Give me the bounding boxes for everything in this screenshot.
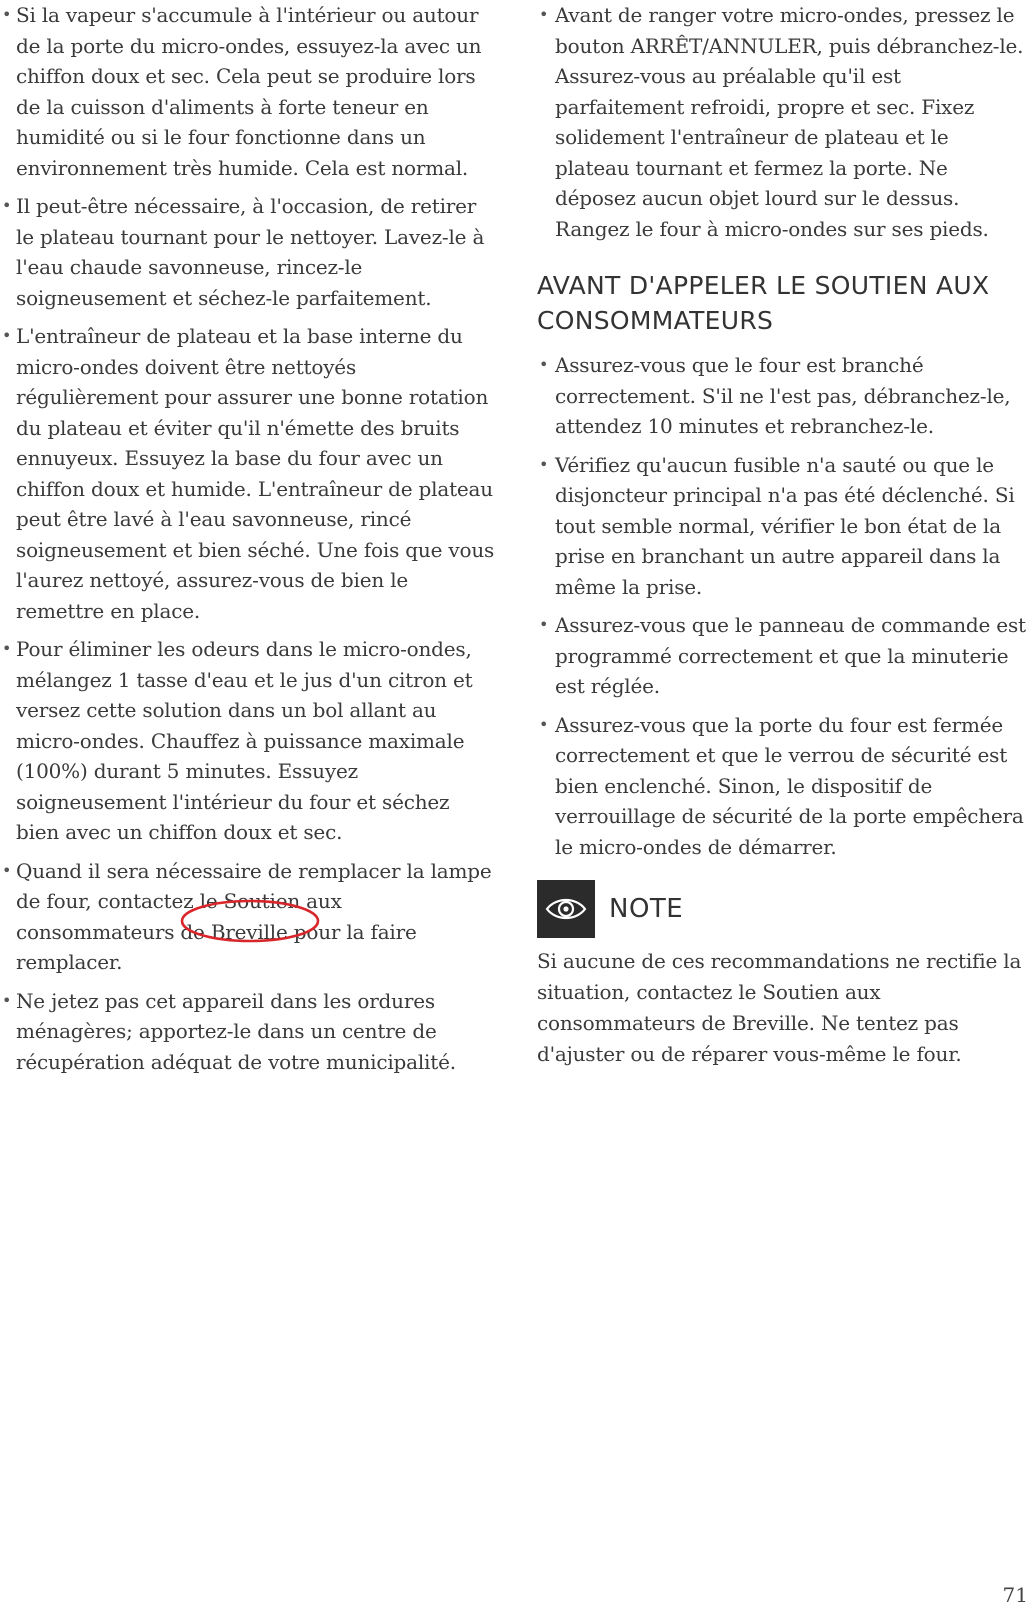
section-heading: AVANT D'APPELER LE SOUTIEN AUX CONSOMMATEURS <box>537 271 990 335</box>
list-item: • L'entraîneur de plateau et la base interne du micro-ondes doivent être nettoyés régulièrement pour assurer une bonne rotation du plateau et éviter qu'il n'émette des bruits ennuyeux. Essuyez la base du four avec un chiffon doux et humide. L'entraîneur de plateau peut être lavé à l'eau savonneuse, rincé soigneusement et bien séché. Une fois que vous l'aurez nettoyé, assurez-vous de bien le remettre en place. <box>0 321 496 626</box>
storage-list <box>537 0 1027 244</box>
list-item: • Il peut-être nécessaire, à l'occasion, de retirer le plateau tournant pour le nettoyer. Lavez-le à l'eau chaude savonneuse, rincez-le soigneusement et séchez-le parfaitement. <box>0 191 496 313</box>
note-body: Si aucune de ces recommandations ne rectifie la situation, contactez le Soutien aux consommateurs de Breville. Ne tentez pas d'ajuster ou de réparer vous-même le four. <box>537 949 1022 1066</box>
maintenance-list <box>0 0 496 1077</box>
list-item: • Si la vapeur s'accumule à l'intérieur ou autour de la porte du micro-ondes, essuyez-la avec un chiffon doux et sec. Cela peut se produire lors de la cuisson d'aliments à forte teneur en humidité ou si le four fonctionne dans un environnement très humide. Cela est normal. <box>0 0 496 183</box>
note-header <box>537 880 1027 938</box>
eye-icon <box>537 880 595 938</box>
note-title: NOTE <box>609 894 684 924</box>
troubleshooting-list <box>537 350 1027 862</box>
left-column <box>0 0 496 1085</box>
list-item: • Ne jetez pas cet appareil dans les ordures ménagères; apportez-le dans un centre de récupération adéquat de votre municipalité. <box>0 986 496 1078</box>
list-item: • Pour éliminer les odeurs dans le micro-ondes, mélangez 1 tasse d'eau et le jus d'un citron et versez cette solution dans un bol allant au micro-ondes. Chauffez à puissance maximale (100%) durant 5 minutes. Essuyez soigneusement l'intérieur du four et séchez bien avec un chiffon doux et sec. <box>0 634 496 848</box>
list-item: • Assurez-vous que le panneau de commande est programmé correctement et que la minuterie est réglée. <box>537 610 1027 702</box>
right-column <box>537 0 1027 1070</box>
list-item: • Quand il sera nécessaire de remplacer la lampe de four, contactez le Soutien aux consommateurs de Breville pour la faire remplacer. <box>0 856 496 978</box>
list-item: • Assurez-vous que le four est branché correctement. S'il ne l'est pas, débranchez-le, attendez 10 minutes et rebranchez-le. <box>537 350 1027 442</box>
page-number: 71 <box>1002 1583 1028 1607</box>
list-item: • Assurez-vous que la porte du four est fermée correctement et que le verrou de sécurité est bien enclenché. Sinon, le dispositif de verrouillage de sécurité de la porte empêchera le micro-ondes de démarrer. <box>537 710 1027 863</box>
list-item: • Avant de ranger votre micro-ondes, pressez le bouton ARRÊT/ANNULER, puis débranchez-le. Assurez-vous au préalable qu'il est parfaitement refroidi, propre et sec. Fixez solidement l'entraîneur de plateau et le plateau tournant et fermez la porte. Ne déposez aucun objet lourd sur le dessus. Rangez le four à micro-ondes sur ses pieds. <box>537 0 1027 244</box>
list-item: • Vérifiez qu'aucun fusible n'a sauté ou que le disjoncteur principal n'a pas été déclenché. Si tout semble normal, vérifier le bon état de la prise en branchant un autre appareil dans la même la prise. <box>537 450 1027 603</box>
